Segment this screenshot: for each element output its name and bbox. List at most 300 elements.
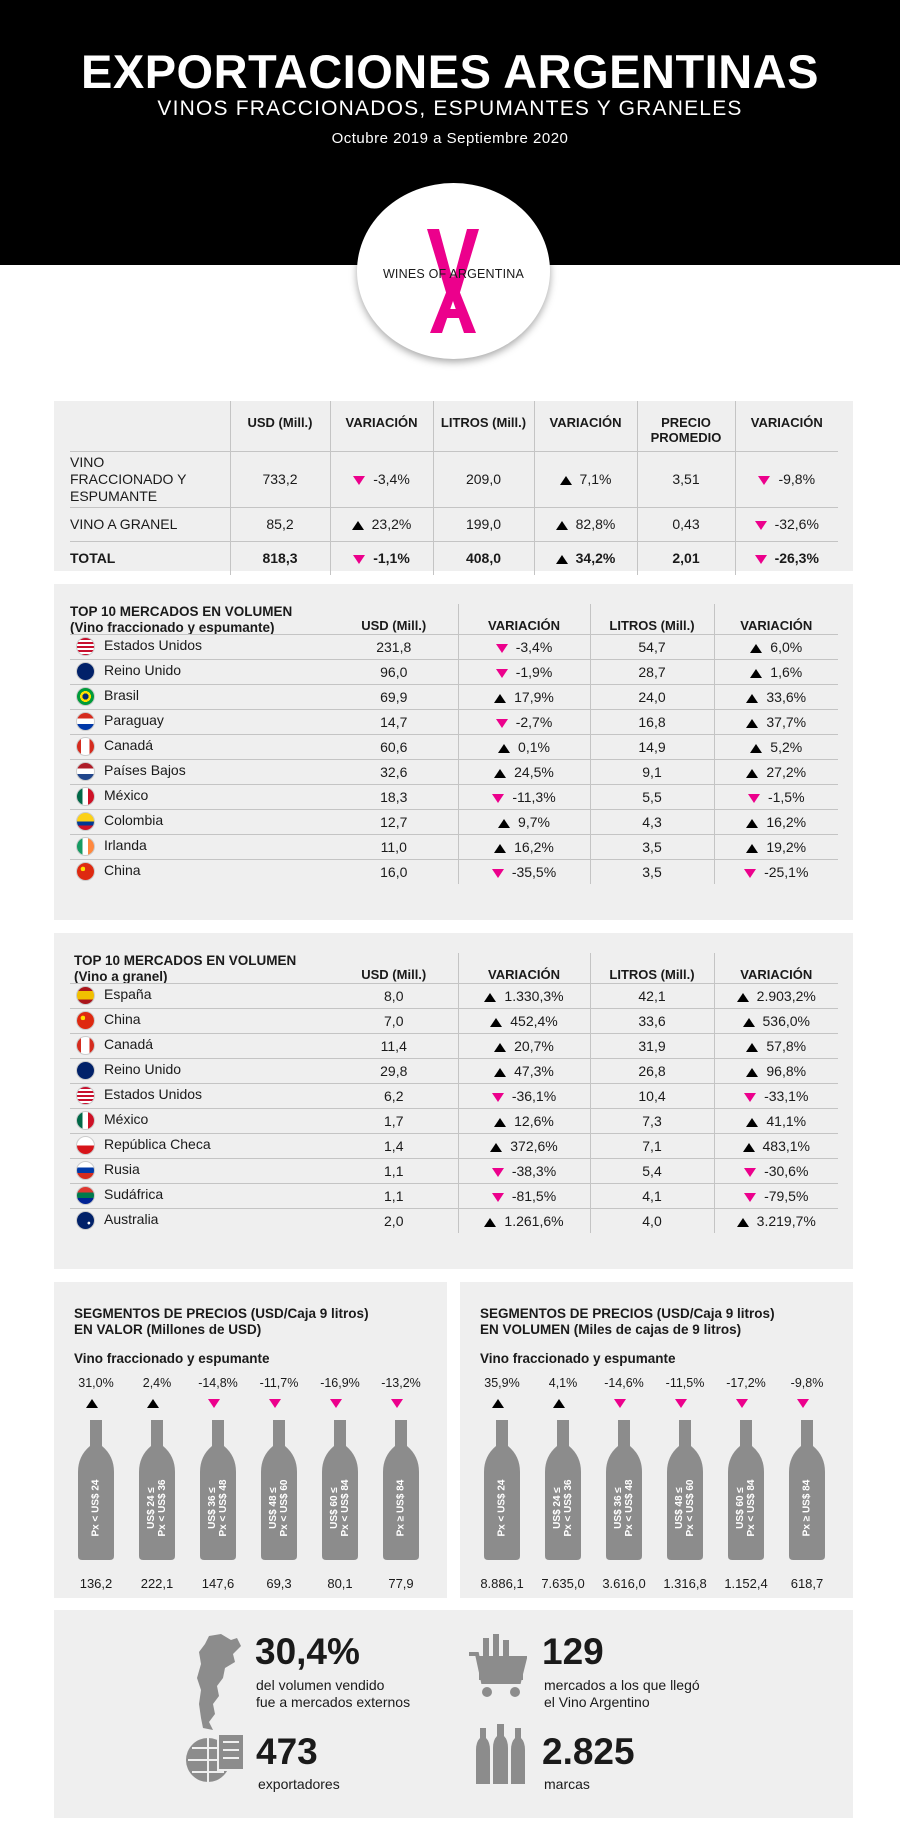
stat-markets-value: 129 <box>542 1631 604 1672</box>
segment-label <box>728 1420 764 1560</box>
price-segment <box>375 1376 427 1596</box>
summary-var-usd <box>330 507 433 541</box>
segment-pct: -14,6% <box>604 1376 644 1390</box>
arrow-up-icon <box>494 1068 506 1077</box>
top10-fraccionado-header-var-litros: VARIACIÓN <box>714 604 838 634</box>
market-var-usd <box>458 1058 590 1083</box>
uk-flag-icon <box>76 1061 95 1080</box>
arrow-down-icon <box>744 869 756 878</box>
top10-granel-header-usd: USD (Mill.) <box>330 953 458 983</box>
segment-pct: -14,8% <box>198 1376 238 1390</box>
arrow-down-icon <box>748 794 760 803</box>
top10-granel-header-litros: LITROS (Mill.) <box>590 953 714 983</box>
market-var-litros-value: -25,1% <box>764 863 809 880</box>
price-segment <box>659 1376 711 1596</box>
market-usd: 11,4 <box>330 1033 458 1058</box>
country-cell <box>70 759 330 784</box>
summary-var-usd-value: 23,2% <box>371 516 412 532</box>
segment-label-line1: US$ 60 ≤ <box>735 1487 746 1529</box>
stat-exporters-value: 473 <box>256 1731 318 1772</box>
summary-var-precio <box>735 451 838 507</box>
summary-precio: 3,51 <box>637 451 735 507</box>
market-var-usd <box>458 1133 590 1158</box>
segment-arrow <box>659 1394 711 1412</box>
segment-label <box>200 1420 236 1560</box>
market-var-usd-value: 24,5% <box>514 763 554 780</box>
price-segment <box>131 1376 183 1596</box>
country-cell <box>70 734 330 759</box>
market-var-usd-value: -11,3% <box>512 788 556 805</box>
top10-granel-table <box>70 953 838 1233</box>
summary-var-usd <box>330 451 433 507</box>
summary-litros: 199,0 <box>433 507 534 541</box>
stat-markets-line2: el Vino Argentino <box>544 1694 650 1710</box>
segment-label-line1: Px ≥ US$ 84 <box>801 1479 813 1537</box>
period-label: Octubre 2019 a Septiembre 2020 <box>331 130 569 147</box>
market-litros: 42,1 <box>590 983 714 1008</box>
market-usd: 96,0 <box>330 659 458 684</box>
segments-volume-title-line2: EN VOLUMEN (Miles de cajas de 9 litros) <box>480 1322 742 1337</box>
top10-granel-header-var-usd: VARIACIÓN <box>458 953 590 983</box>
market-var-litros-value: 483,1% <box>762 1137 810 1154</box>
summary-usd: 818,3 <box>230 541 330 575</box>
arrow-down-icon <box>758 476 770 485</box>
arrow-up-icon <box>494 694 506 703</box>
segment-arrow <box>253 1394 305 1412</box>
canada-flag-icon <box>76 737 95 756</box>
summary-header-var-precio: VARIACIÓN <box>735 401 838 451</box>
market-usd: 69,9 <box>330 684 458 709</box>
table-row <box>70 634 838 659</box>
segment-pct: 31,0% <box>78 1376 114 1390</box>
country-name: México <box>104 1111 149 1128</box>
stat-external-line1: del volumen vendido <box>256 1677 385 1693</box>
segment-value: 7.635,0 <box>541 1576 585 1591</box>
table-row <box>70 734 838 759</box>
china-flag-icon <box>76 1011 95 1030</box>
market-var-litros-value: 27,2% <box>766 763 807 780</box>
market-usd: 11,0 <box>330 834 458 859</box>
shopping-cart-icon <box>469 1632 527 1700</box>
market-var-litros <box>714 809 838 834</box>
market-var-usd <box>458 634 590 659</box>
arrow-up-icon <box>746 1118 758 1127</box>
arrow-up-icon <box>490 1143 502 1152</box>
country-name: Paraguay <box>104 712 164 729</box>
price-segment <box>598 1376 650 1596</box>
table-row <box>70 709 838 734</box>
segment-value: 1.152,4 <box>724 1576 768 1591</box>
market-var-usd <box>458 1033 590 1058</box>
market-var-litros-value: 16,2% <box>766 813 807 830</box>
market-var-litros-value: -33,1% <box>764 1087 809 1104</box>
market-usd: 1,1 <box>330 1183 458 1208</box>
summary-panel <box>54 401 853 571</box>
country-cell <box>70 1083 330 1108</box>
us-flag-icon <box>76 1086 95 1105</box>
market-var-usd <box>458 1083 590 1108</box>
market-var-litros <box>714 1183 838 1208</box>
market-var-usd-value: -3,4% <box>515 638 553 655</box>
market-usd: 6,2 <box>330 1083 458 1108</box>
summary-var-precio-value: -32,6% <box>774 516 819 532</box>
market-var-usd-value: 452,4% <box>510 1012 558 1029</box>
arrow-up-icon <box>746 694 758 703</box>
table-row <box>70 1108 838 1133</box>
stats-panel <box>54 1610 853 1818</box>
market-var-litros-value: 6,0% <box>770 638 803 655</box>
market-var-usd-value: -2,7% <box>515 713 553 730</box>
segment-value: 69,3 <box>266 1576 292 1591</box>
arrow-up-icon <box>746 769 758 778</box>
paraguay-flag-icon <box>76 712 95 731</box>
segment-label-line1: Px ≥ US$ 84 <box>395 1479 407 1537</box>
summary-var-precio-value: -9,8% <box>778 471 816 487</box>
segment-label-line1: US$ 48 ≤ <box>268 1487 279 1529</box>
market-litros: 33,6 <box>590 1008 714 1033</box>
summary-var-usd-value: -3,4% <box>373 471 410 487</box>
segment-label-line1: US$ 24 ≤ <box>552 1487 563 1529</box>
summary-precio: 2,01 <box>637 541 735 575</box>
segment-pct: 35,9% <box>484 1376 520 1390</box>
arrow-down-icon <box>269 1399 281 1408</box>
market-var-usd-value: 0,1% <box>518 738 550 755</box>
market-var-usd-value: 20,7% <box>514 1037 554 1054</box>
summary-header-var-usd: VARIACIÓN <box>330 401 433 451</box>
market-litros: 31,9 <box>590 1033 714 1058</box>
country-name: Canadá <box>104 1036 154 1053</box>
summary-header-empty <box>70 401 230 451</box>
top10-fraccionado-title-line2: (Vino fraccionado y espumante) <box>70 620 275 635</box>
segment-value: 136,2 <box>79 1576 113 1591</box>
market-var-litros <box>714 834 838 859</box>
segments-volume-title-line1: SEGMENTOS DE PRECIOS (USD/Caja 9 litros) <box>480 1306 775 1321</box>
arrow-up-icon <box>490 1018 502 1027</box>
country-name: Sudáfrica <box>104 1186 164 1203</box>
arrow-up-icon <box>553 1399 565 1408</box>
summary-row-label: TOTAL <box>70 550 116 567</box>
stat-markets-line1: mercados a los que llegó <box>544 1677 700 1693</box>
market-usd: 7,0 <box>330 1008 458 1033</box>
segment-arrow <box>314 1394 366 1412</box>
segment-arrow <box>720 1394 772 1412</box>
arrow-down-icon <box>353 476 365 485</box>
segment-label-line2: Px < US$ 60 <box>279 1479 290 1537</box>
table-row <box>70 983 838 1008</box>
argentina-map-icon <box>191 1634 243 1730</box>
market-usd: 1,1 <box>330 1158 458 1183</box>
market-var-litros <box>714 983 838 1008</box>
stat-exporters-text: exportadores <box>258 1776 340 1792</box>
country-name: Australia <box>104 1211 159 1228</box>
arrow-up-icon <box>494 1118 506 1127</box>
market-var-litros-value: 5,2% <box>770 738 803 755</box>
price-segment <box>70 1376 122 1596</box>
arrow-down-icon <box>675 1399 687 1408</box>
segments-volume-panel <box>460 1282 853 1598</box>
market-litros: 4,0 <box>590 1208 714 1233</box>
market-var-usd-value: 372,6% <box>510 1137 558 1154</box>
brazil-flag-icon <box>76 687 95 706</box>
price-segment <box>781 1376 833 1596</box>
arrow-up-icon <box>750 669 762 678</box>
summary-var-litros <box>534 541 637 575</box>
netherlands-flag-icon <box>76 762 95 781</box>
arrow-up-icon <box>494 844 506 853</box>
table-row <box>70 1008 838 1033</box>
market-var-litros-value: 2.903,2% <box>756 987 816 1004</box>
segments-volume-bottles <box>476 1376 846 1596</box>
market-var-usd-value: 17,9% <box>514 688 554 705</box>
market-var-litros <box>714 1083 838 1108</box>
summary-var-precio-value: -26,3% <box>774 550 819 567</box>
stat-markets-text <box>544 1677 700 1711</box>
top10-granel-title-line2: (Vino a granel) <box>74 969 168 984</box>
table-row <box>70 684 838 709</box>
segment-label-line1: Px < US$ 24 <box>496 1479 508 1537</box>
country-cell <box>70 809 330 834</box>
country-cell <box>70 684 330 709</box>
logo-text: WINES OF ARGENTINA <box>382 267 525 281</box>
stat-external-value: 30,4% <box>255 1631 360 1672</box>
country-name: Reino Unido <box>104 662 182 679</box>
arrow-up-icon <box>494 1043 506 1052</box>
table-row <box>70 1058 838 1083</box>
segment-value: 80,1 <box>327 1576 353 1591</box>
market-usd: 8,0 <box>330 983 458 1008</box>
arrow-up-icon <box>352 521 364 530</box>
country-name: China <box>104 1011 141 1028</box>
market-var-litros <box>714 634 838 659</box>
table-row <box>70 859 838 884</box>
market-var-litros <box>714 759 838 784</box>
summary-var-litros-value: 82,8% <box>575 516 616 532</box>
market-usd: 1,7 <box>330 1108 458 1133</box>
market-var-usd <box>458 1108 590 1133</box>
market-var-usd <box>458 759 590 784</box>
arrow-up-icon <box>484 1218 496 1227</box>
market-var-litros <box>714 1033 838 1058</box>
stat-external-text <box>256 1677 410 1711</box>
segment-value: 77,9 <box>388 1576 414 1591</box>
market-var-litros-value: 41,1% <box>766 1112 807 1129</box>
market-var-litros-value: -79,5% <box>764 1187 809 1204</box>
arrow-up-icon <box>498 819 510 828</box>
summary-header-precio: PRECIO PROMEDIO <box>637 401 735 451</box>
summary-usd: 733,2 <box>230 451 330 507</box>
arrow-down-icon <box>496 669 508 678</box>
country-cell <box>70 859 330 884</box>
segment-label <box>139 1420 175 1560</box>
segment-arrow <box>131 1394 183 1412</box>
stat-brands-text: marcas <box>544 1776 590 1792</box>
market-var-usd-value: -35,5% <box>511 863 557 880</box>
segment-pct: -16,9% <box>320 1376 360 1390</box>
arrow-down-icon <box>492 1193 504 1202</box>
top10-fraccionado-header-var-usd: VARIACIÓN <box>458 604 590 634</box>
market-usd: 14,7 <box>330 709 458 734</box>
segment-label-line1: US$ 60 ≤ <box>329 1487 340 1529</box>
segment-label <box>545 1420 581 1560</box>
market-usd: 18,3 <box>330 784 458 809</box>
segment-label <box>484 1420 520 1560</box>
country-cell <box>70 983 330 1008</box>
arrow-up-icon <box>750 744 762 753</box>
table-row <box>70 1208 838 1233</box>
country-cell <box>70 1133 330 1158</box>
summary-var-litros-value: 34,2% <box>575 550 616 567</box>
segment-arrow <box>375 1394 427 1412</box>
mexico-flag-icon <box>76 787 95 806</box>
summary-row <box>70 451 838 507</box>
ireland-flag-icon <box>76 837 95 856</box>
arrow-up-icon <box>147 1399 159 1408</box>
stat-brands-value: 2.825 <box>542 1731 635 1772</box>
arrow-down-icon <box>744 1093 756 1102</box>
top10-fraccionado-header-usd: USD (Mill.) <box>330 604 458 634</box>
top10-fraccionado-panel <box>54 584 853 920</box>
arrow-up-icon <box>484 993 496 1002</box>
segment-arrow <box>781 1394 833 1412</box>
arrow-up-icon <box>556 521 568 530</box>
top10-fraccionado-header-litros: LITROS (Mill.) <box>590 604 714 634</box>
mexico-flag-icon <box>76 1111 95 1130</box>
summary-header-usd: USD (Mill.) <box>230 401 330 451</box>
market-var-litros <box>714 1008 838 1033</box>
market-usd: 32,6 <box>330 759 458 784</box>
top10-fraccionado-title-line1: TOP 10 MERCADOS EN VOLUMEN <box>70 604 293 619</box>
country-name: España <box>104 986 152 1003</box>
table-row <box>70 834 838 859</box>
table-row <box>70 1083 838 1108</box>
country-cell <box>70 659 330 684</box>
market-usd: 1,4 <box>330 1133 458 1158</box>
segment-value: 618,7 <box>790 1576 824 1591</box>
country-cell <box>70 784 330 809</box>
market-litros: 14,9 <box>590 734 714 759</box>
country-cell <box>70 1208 330 1233</box>
market-var-usd <box>458 1008 590 1033</box>
market-var-usd <box>458 659 590 684</box>
arrow-up-icon <box>743 1018 755 1027</box>
country-cell <box>70 1183 330 1208</box>
segments-value-bottles <box>70 1376 440 1596</box>
market-var-litros <box>714 1133 838 1158</box>
table-row <box>70 1183 838 1208</box>
arrow-up-icon <box>746 844 758 853</box>
summary-var-precio <box>735 541 838 575</box>
arrow-down-icon <box>736 1399 748 1408</box>
market-var-usd <box>458 734 590 759</box>
country-cell <box>70 1158 330 1183</box>
canada-flag-icon <box>76 1036 95 1055</box>
price-segment <box>314 1376 366 1596</box>
arrow-down-icon <box>496 719 508 728</box>
market-var-usd-value: 1.330,3% <box>504 987 564 1004</box>
segment-label-line2: Px < US$ 36 <box>157 1479 168 1537</box>
segment-pct: -11,7% <box>259 1376 299 1390</box>
top10-granel-title-line1: TOP 10 MERCADOS EN VOLUMEN <box>74 953 297 968</box>
top10-granel-panel <box>54 933 853 1269</box>
market-var-litros <box>714 1058 838 1083</box>
price-segment <box>720 1376 772 1596</box>
market-var-litros <box>714 659 838 684</box>
market-var-usd <box>458 684 590 709</box>
arrow-down-icon <box>391 1399 403 1408</box>
arrow-down-icon <box>330 1399 342 1408</box>
segment-pct: -13,2% <box>381 1376 421 1390</box>
segment-label-line2: Px < US$ 48 <box>218 1479 229 1537</box>
country-name: Canadá <box>104 737 154 754</box>
segments-value-title-line2: EN VALOR (Millones de USD) <box>74 1322 262 1337</box>
market-usd: 12,7 <box>330 809 458 834</box>
segments-value-title <box>74 1306 369 1338</box>
country-cell <box>70 834 330 859</box>
market-var-litros-value: 536,0% <box>762 1012 810 1029</box>
country-cell <box>70 1058 330 1083</box>
summary-row <box>70 507 838 541</box>
market-litros: 24,0 <box>590 684 714 709</box>
market-litros: 4,1 <box>590 1183 714 1208</box>
segment-label-line2: Px < US$ 36 <box>563 1479 574 1537</box>
russia-flag-icon <box>76 1161 95 1180</box>
market-var-usd-value: 9,7% <box>518 813 550 830</box>
market-usd: 60,6 <box>330 734 458 759</box>
price-segment <box>476 1376 528 1596</box>
market-var-litros-value: -30,6% <box>764 1162 809 1179</box>
arrow-up-icon <box>746 1043 758 1052</box>
market-var-litros <box>714 1108 838 1133</box>
market-usd: 29,8 <box>330 1058 458 1083</box>
market-usd: 16,0 <box>380 863 408 880</box>
page-title: EXPORTACIONES ARGENTINAS <box>81 45 819 98</box>
price-segment <box>537 1376 589 1596</box>
summary-var-usd <box>330 541 433 575</box>
arrow-down-icon <box>797 1399 809 1408</box>
market-litros: 10,4 <box>590 1083 714 1108</box>
segment-value: 8.886,1 <box>480 1576 524 1591</box>
arrow-up-icon <box>86 1399 98 1408</box>
segment-label-line1: US$ 24 ≤ <box>146 1487 157 1529</box>
stat-external-line2: fue a mercados externos <box>256 1694 411 1710</box>
spain-flag-icon <box>76 986 95 1005</box>
country-cell <box>70 1033 330 1058</box>
segment-label-line1: US$ 36 ≤ <box>613 1487 624 1529</box>
arrow-up-icon <box>560 476 572 485</box>
arrow-up-icon <box>498 744 510 753</box>
market-var-usd <box>458 784 590 809</box>
market-litros: 7,3 <box>590 1108 714 1133</box>
summary-row-label: VINO A GRANEL <box>70 507 230 541</box>
market-var-litros <box>714 1158 838 1183</box>
segment-label <box>78 1420 114 1560</box>
segment-label <box>383 1420 419 1560</box>
country-name: Estados Unidos <box>104 1086 203 1103</box>
country-name: Colombia <box>104 812 164 829</box>
segment-label-line1: Px < US$ 24 <box>90 1479 102 1537</box>
arrow-up-icon <box>746 719 758 728</box>
segment-arrow <box>192 1394 244 1412</box>
segment-value: 222,1 <box>140 1576 174 1591</box>
market-litros: 9,1 <box>590 759 714 784</box>
top10-granel-header-var-litros: VARIACIÓN <box>714 953 838 983</box>
segment-pct: -17,2% <box>726 1376 766 1390</box>
segment-pct: -9,8% <box>790 1376 824 1390</box>
market-litros: 5,4 <box>590 1158 714 1183</box>
uk-flag-icon <box>76 662 95 681</box>
market-var-litros <box>714 684 838 709</box>
segment-pct: -11,5% <box>665 1376 705 1390</box>
